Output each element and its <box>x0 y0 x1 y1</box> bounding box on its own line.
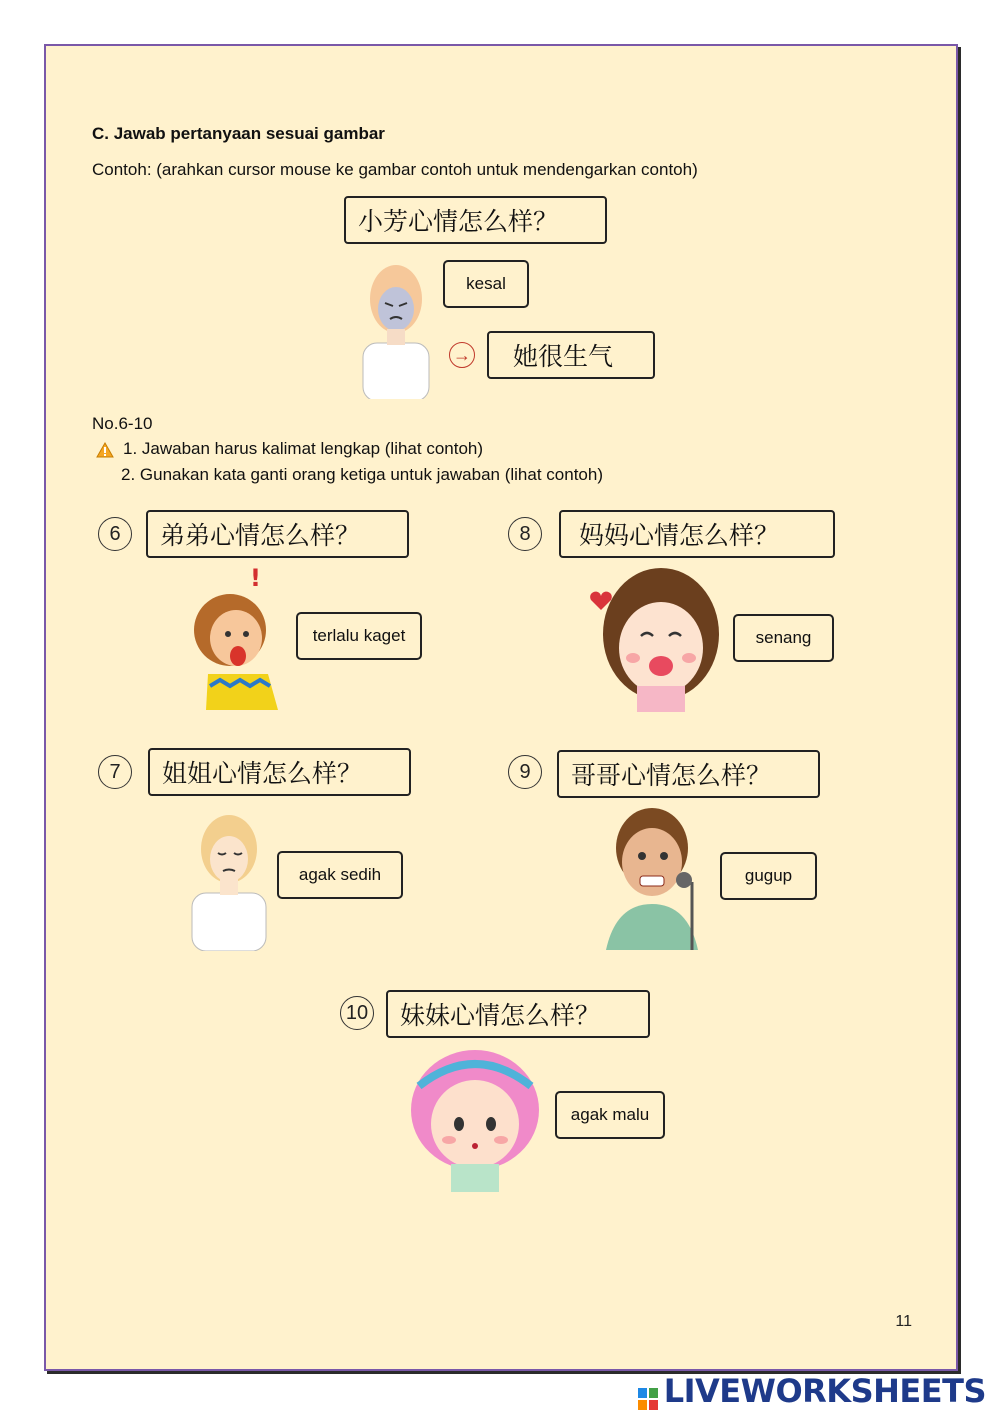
instructions-line-2: 2. Gunakan kata ganti orang ketiga untuk jawaban (lihat contoh) <box>121 465 603 484</box>
mother-happy-illustration[interactable] <box>581 566 721 712</box>
question-number-8: 8 <box>508 517 542 551</box>
example-note: Contoh: (arahkan cursor mouse ke gambar contoh untuk mendengarkan contoh) <box>92 160 698 179</box>
arrow-right-circle-icon: → <box>449 342 475 368</box>
example-girl-angry-illustration[interactable] <box>351 251 441 399</box>
liveworksheets-brand-text: LIVEWORKSHEETS <box>663 1372 986 1410</box>
example-answer-box: 她很生气 <box>487 331 655 379</box>
example-hint-box: kesal <box>443 260 529 308</box>
liveworksheets-brand[interactable] <box>638 1372 986 1410</box>
question-6-hint-box: terlalu kaget <box>296 612 422 660</box>
section-heading: C. Jawab pertanyaan sesuai gambar <box>92 124 385 143</box>
question-6-box: 弟弟心情怎么样？ <box>146 510 409 558</box>
question-8-box: 妈妈心情怎么样？ <box>559 510 835 558</box>
question-10-hint-box: agak malu <box>555 1091 665 1139</box>
question-10-box: 妹妹心情怎么样？ <box>386 990 650 1038</box>
question-number-9: 9 <box>508 755 542 789</box>
boy-surprised-illustration[interactable] <box>180 564 292 710</box>
question-9-hint-box: gugup <box>720 852 817 900</box>
liveworksheets-logo-icon <box>638 1380 658 1402</box>
question-number-10: 10 <box>340 996 374 1030</box>
little-sister-shy-illustration[interactable] <box>403 1046 547 1192</box>
question-9-box: 哥哥心情怎么样？ <box>557 750 820 798</box>
page-number: 11 <box>895 1313 912 1330</box>
instructions-line-1: 1. Jawaban harus kalimat lengkap (lihat contoh) <box>123 439 484 458</box>
worksheet-page <box>44 44 958 1371</box>
question-number-7: 7 <box>98 755 132 789</box>
question-7-hint-box: agak sedih <box>277 851 403 899</box>
sister-sad-illustration[interactable] <box>184 803 274 951</box>
question-number-6: 6 <box>98 517 132 551</box>
instructions-range: No.6-10 <box>92 414 153 433</box>
example-question-box: 小芳心情怎么样？ <box>344 196 607 244</box>
brother-nervous-illustration[interactable] <box>602 804 712 950</box>
warning-icon <box>96 442 114 458</box>
question-8-hint-box: senang <box>733 614 834 662</box>
question-7-box: 姐姐心情怎么样？ <box>148 748 411 796</box>
svg-text:!: ! <box>250 564 261 592</box>
